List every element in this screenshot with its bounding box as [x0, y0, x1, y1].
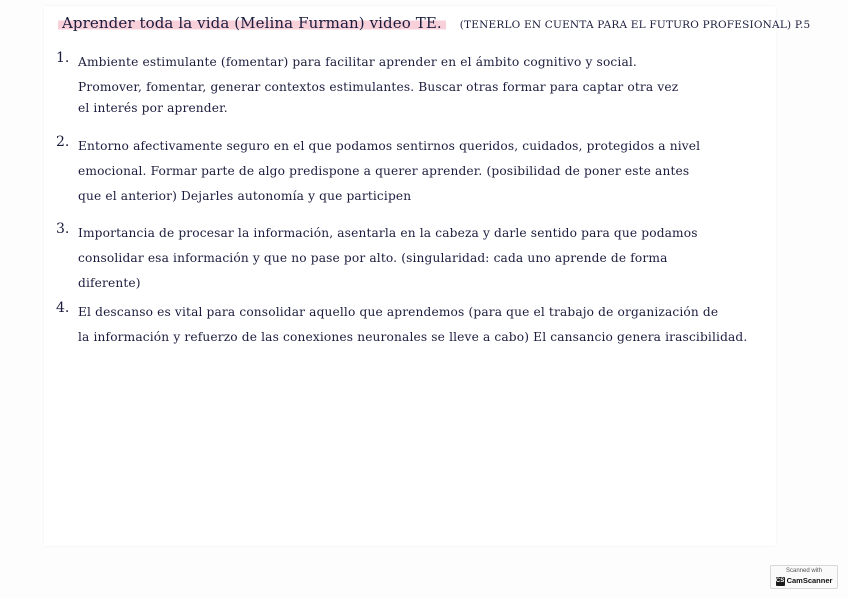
- page-title: Aprender toda la vida (Melina Furman) video TE.: [58, 14, 446, 32]
- text-line: Promover, fomentar, generar contextos estimulantes. Buscar otras formar para captar otra vez: [78, 80, 679, 94]
- item-text: [78, 50, 756, 121]
- text-line: Importancia de procesar la información, asentarla en la cabeza y darle sentido para que podamos: [78, 226, 698, 240]
- item-number: 4.: [56, 300, 70, 316]
- item-text: [78, 221, 756, 296]
- text-line: consolidar esa información y que no pase por alto. (singularidad: cada uno aprende de forma: [78, 251, 668, 265]
- scanner-name: CamScanner: [786, 576, 833, 585]
- scanner-caption: Scanned with: [785, 568, 823, 574]
- camscanner-badge: [770, 565, 838, 589]
- text-line: que el anterior) Dejarles autonomía y que participen: [78, 189, 412, 203]
- item-number: 3.: [56, 221, 70, 237]
- text-line: Ambiente estimulante (fomentar) para facilitar aprender en el ámbito cognitivo y social.: [78, 55, 637, 69]
- list-item-2: [56, 134, 756, 209]
- text-line: la información y refuerzo de las conexiones neuronales se lleve a cabo) El cansancio genera irascibilidad.: [78, 330, 748, 344]
- item-text: [78, 134, 756, 209]
- list-item-1: [56, 50, 756, 121]
- camscanner-logo-icon: CS: [775, 577, 785, 584]
- text-line: El descanso es vital para consolidar aquello que aprendemos (para que el trabajo de organización de: [78, 305, 719, 319]
- text-line: emocional. Formar parte de algo predispone a querer aprender. (posibilidad de poner este antes: [78, 164, 690, 178]
- item-text: [78, 300, 756, 350]
- list-item-4: [56, 300, 756, 350]
- scanner-brand: [771, 576, 837, 586]
- list-item-3: [56, 221, 756, 296]
- text-line: Entorno afectivamente seguro en el que podamos sentirnos queridos, cuidados, protegidos a nivel: [78, 139, 701, 153]
- title-note: (TENERLO EN CUENTA PARA EL FUTURO PROFESIONAL) P.5: [459, 19, 811, 31]
- item-number: 2.: [56, 134, 70, 150]
- text-line: diferente): [78, 276, 141, 290]
- text-line: el interés por aprender.: [78, 101, 228, 115]
- item-number: 1.: [56, 50, 70, 66]
- title-row: [58, 14, 810, 32]
